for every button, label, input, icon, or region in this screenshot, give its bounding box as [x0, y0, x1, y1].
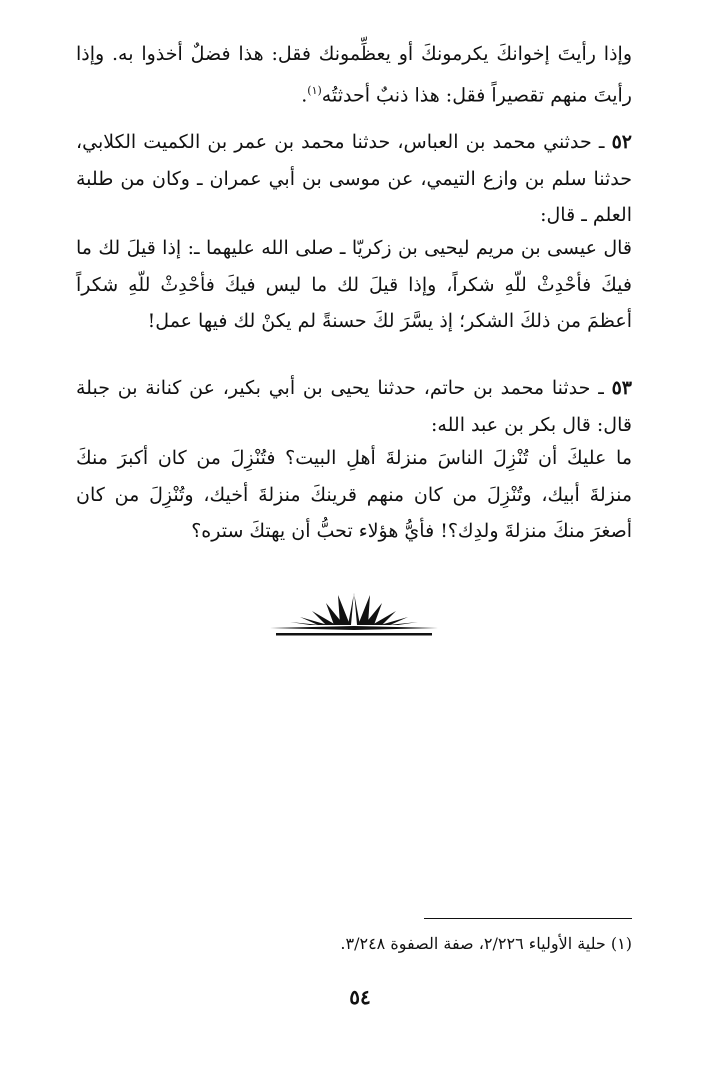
- page-number: ٥٤: [349, 985, 371, 1009]
- intro-paragraph: [76, 36, 632, 113]
- hadith-52-chain: [76, 124, 632, 234]
- hadith-53-chain: [76, 370, 632, 443]
- footnote-reference: (١): [307, 83, 322, 97]
- hadith-53-number: ٥٣: [611, 377, 632, 399]
- hadith-53-isnad-text: ـ حدثنا محمد بن حاتم، حدثنا يحيى بن أبي بكير، عن كنانة بن جبلة قال: قال بكر بن عبد الله:: [76, 377, 632, 436]
- intro-end: .: [301, 83, 308, 106]
- intro-text: وإذا رأيتَ إخوانكَ يكرمونكَ أو يعظِّمونك فقل: هذا فضلٌ أخذوا به. وإذا رأيتَ منهم تقصيراً فقل: هذا ذنبٌ أحدثتُه: [76, 43, 632, 106]
- hadith-52-text: [76, 230, 632, 340]
- hadith-52-number: ٥٢: [611, 131, 632, 153]
- section-end-ornament-icon: [270, 585, 438, 639]
- footnote-divider: [424, 918, 632, 919]
- hadith-53-text: [76, 440, 632, 550]
- hadith-53-matn-text: ما عليكَ أن تُنْزِلَ الناسَ منزلةَ أهلِ البيت؟ فتُنْزِلَ من كان أكبرَ منكَ منزلةَ أبيك، وتُنْزِلَ من كان منهم قرينكَ منزلةَ أخيك، وتُنْزِلَ من كان أصغرَ منكَ منزلةَ ولدِك؟! فأيُّ هؤلاء تحبُّ أن يهتكَ ستره؟: [76, 447, 632, 542]
- footnote: [250, 928, 632, 960]
- hadith-52-isnad-text: ـ حدثني محمد بن العباس، حدثنا محمد بن عمر بن الكميت الكلابي، حدثنا سلم بن وازع التيمي، عن موسى بن أبي عمران ـ وكان من طلبة العلم ـ قال:: [76, 131, 632, 226]
- hadith-52-matn-text: قال عيسى بن مريم ليحيى بن زكريّا ـ صلى الله عليهما ـ: إذا قيلَ لك ما فيكَ فأحْدِثْ للّهِ شكراً، وإذا قيلَ لك ما ليس فيكَ فأحْدِثْ للّهِ شكراً أعظمَ من ذلكَ الشكر؛ إذ يسَّرَ لكَ حسنةً لم يكنْ لك فيها عمل!: [76, 237, 632, 332]
- footnote-text: (١) حلية الأولياء ٢/٢٢٦، صفة الصفوة ٣/٢٤٨.: [340, 934, 632, 953]
